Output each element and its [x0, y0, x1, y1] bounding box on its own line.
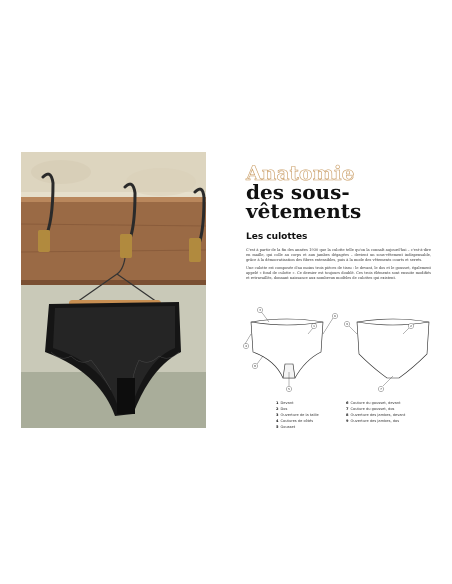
legend-item: 8 Ouverture des jambes, devant [346, 413, 406, 417]
diagram-label: 1 [313, 324, 315, 328]
diagram-label: 6 [334, 314, 336, 318]
garment-diagram [243, 304, 439, 394]
title-line-1: Anatomie [246, 161, 355, 185]
diagram-label: 4 [245, 344, 247, 348]
legend-item: 1 Devant [276, 401, 294, 405]
text-column [246, 161, 431, 284]
legend-item: 5 Gousset [276, 425, 296, 429]
legend-item: 3 Ouverture de la taille [276, 413, 319, 417]
legend-item: 6 Couture du gousset, devant [346, 401, 401, 405]
paragraph-2: Une culotte est composée d'au moins trois pièces de tissu : le devant, le dos et le gousset, également appelé « fond de culotte ». Ce dernier est toujours doublé. Ces trois éléments sont ensuite modifiés et retravaillés, donnant naissance aux nombreux modèles de culottes qui existent. [246, 266, 431, 280]
paragraph-1: C'est à partir de la fin des années 1930 que la culotte telle qu'on la connaît aujourd'hui – c'est-à-dire en maille, qui colle au corps et aux jambes dégagées – devient un sous-vêtement indispensable, grâce à la démocratisation des fibres extensibles, puis à la mode des vêtements courts et serrés. [246, 248, 431, 262]
panty-technical-drawing [243, 304, 439, 394]
diagram-label: 5 [288, 387, 290, 391]
section-subtitle: Les culottes [246, 232, 308, 242]
diagram-label: 7 [380, 387, 382, 391]
title-line-3: vêtements [246, 199, 362, 223]
diagram-label: 8 [254, 364, 256, 368]
page-title [246, 161, 431, 223]
diagram-legend [276, 400, 426, 430]
legend-item: 7 Couture du gousset, dos [346, 407, 395, 411]
legend-item: 2 Dos [276, 407, 288, 411]
lingerie-photo-illustration [21, 152, 206, 428]
title-line-2: des sous- [246, 180, 350, 204]
diagram-label: 3 [259, 308, 261, 312]
legend-item: 9 Ouverture des jambes, dos [346, 419, 400, 423]
hero-photo [21, 152, 206, 428]
legend-column-2 [346, 400, 416, 430]
diagram-label: 9 [346, 322, 348, 326]
diagram-label: 2 [410, 324, 412, 328]
legend-item: 4 Coutures de côtés [276, 419, 314, 423]
legend-column-1 [276, 400, 346, 430]
